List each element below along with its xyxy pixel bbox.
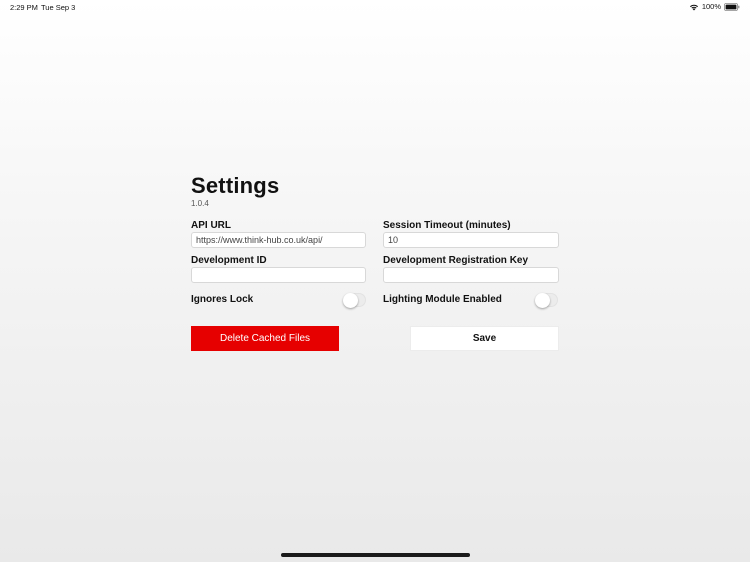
development-registration-key-input[interactable] bbox=[383, 267, 559, 283]
delete-cached-files-button[interactable]: Delete Cached Files bbox=[191, 326, 339, 351]
save-button[interactable]: Save bbox=[410, 326, 559, 351]
version-label: 1.0.4 bbox=[191, 199, 209, 208]
development-id-input[interactable] bbox=[191, 267, 366, 283]
lighting-module-enabled-label: Lighting Module Enabled bbox=[383, 294, 502, 305]
status-indicators bbox=[689, 2, 740, 11]
session-timeout-label: Session Timeout (minutes) bbox=[383, 220, 511, 231]
development-registration-key-label: Development Registration Key bbox=[383, 255, 529, 266]
toggle-knob bbox=[343, 293, 358, 308]
lighting-module-toggle[interactable] bbox=[537, 293, 558, 307]
status-time: 2:29 PM bbox=[10, 3, 38, 12]
status-bar bbox=[0, 0, 750, 14]
ignores-lock-toggle[interactable] bbox=[345, 293, 366, 307]
development-id-label: Development ID bbox=[191, 255, 267, 266]
ignores-lock-label: Ignores Lock bbox=[191, 294, 254, 305]
home-indicator[interactable] bbox=[281, 553, 470, 557]
battery-percentage: 100% bbox=[701, 2, 721, 11]
toggle-knob bbox=[535, 293, 550, 308]
wifi-icon bbox=[689, 3, 699, 11]
status-date: Tue Sep 3 bbox=[41, 3, 76, 12]
session-timeout-input[interactable] bbox=[383, 232, 559, 248]
api-url-label: API URL bbox=[191, 220, 231, 231]
page-title: Settings bbox=[191, 173, 280, 198]
api-url-input[interactable] bbox=[191, 232, 366, 248]
battery-icon bbox=[724, 3, 740, 11]
